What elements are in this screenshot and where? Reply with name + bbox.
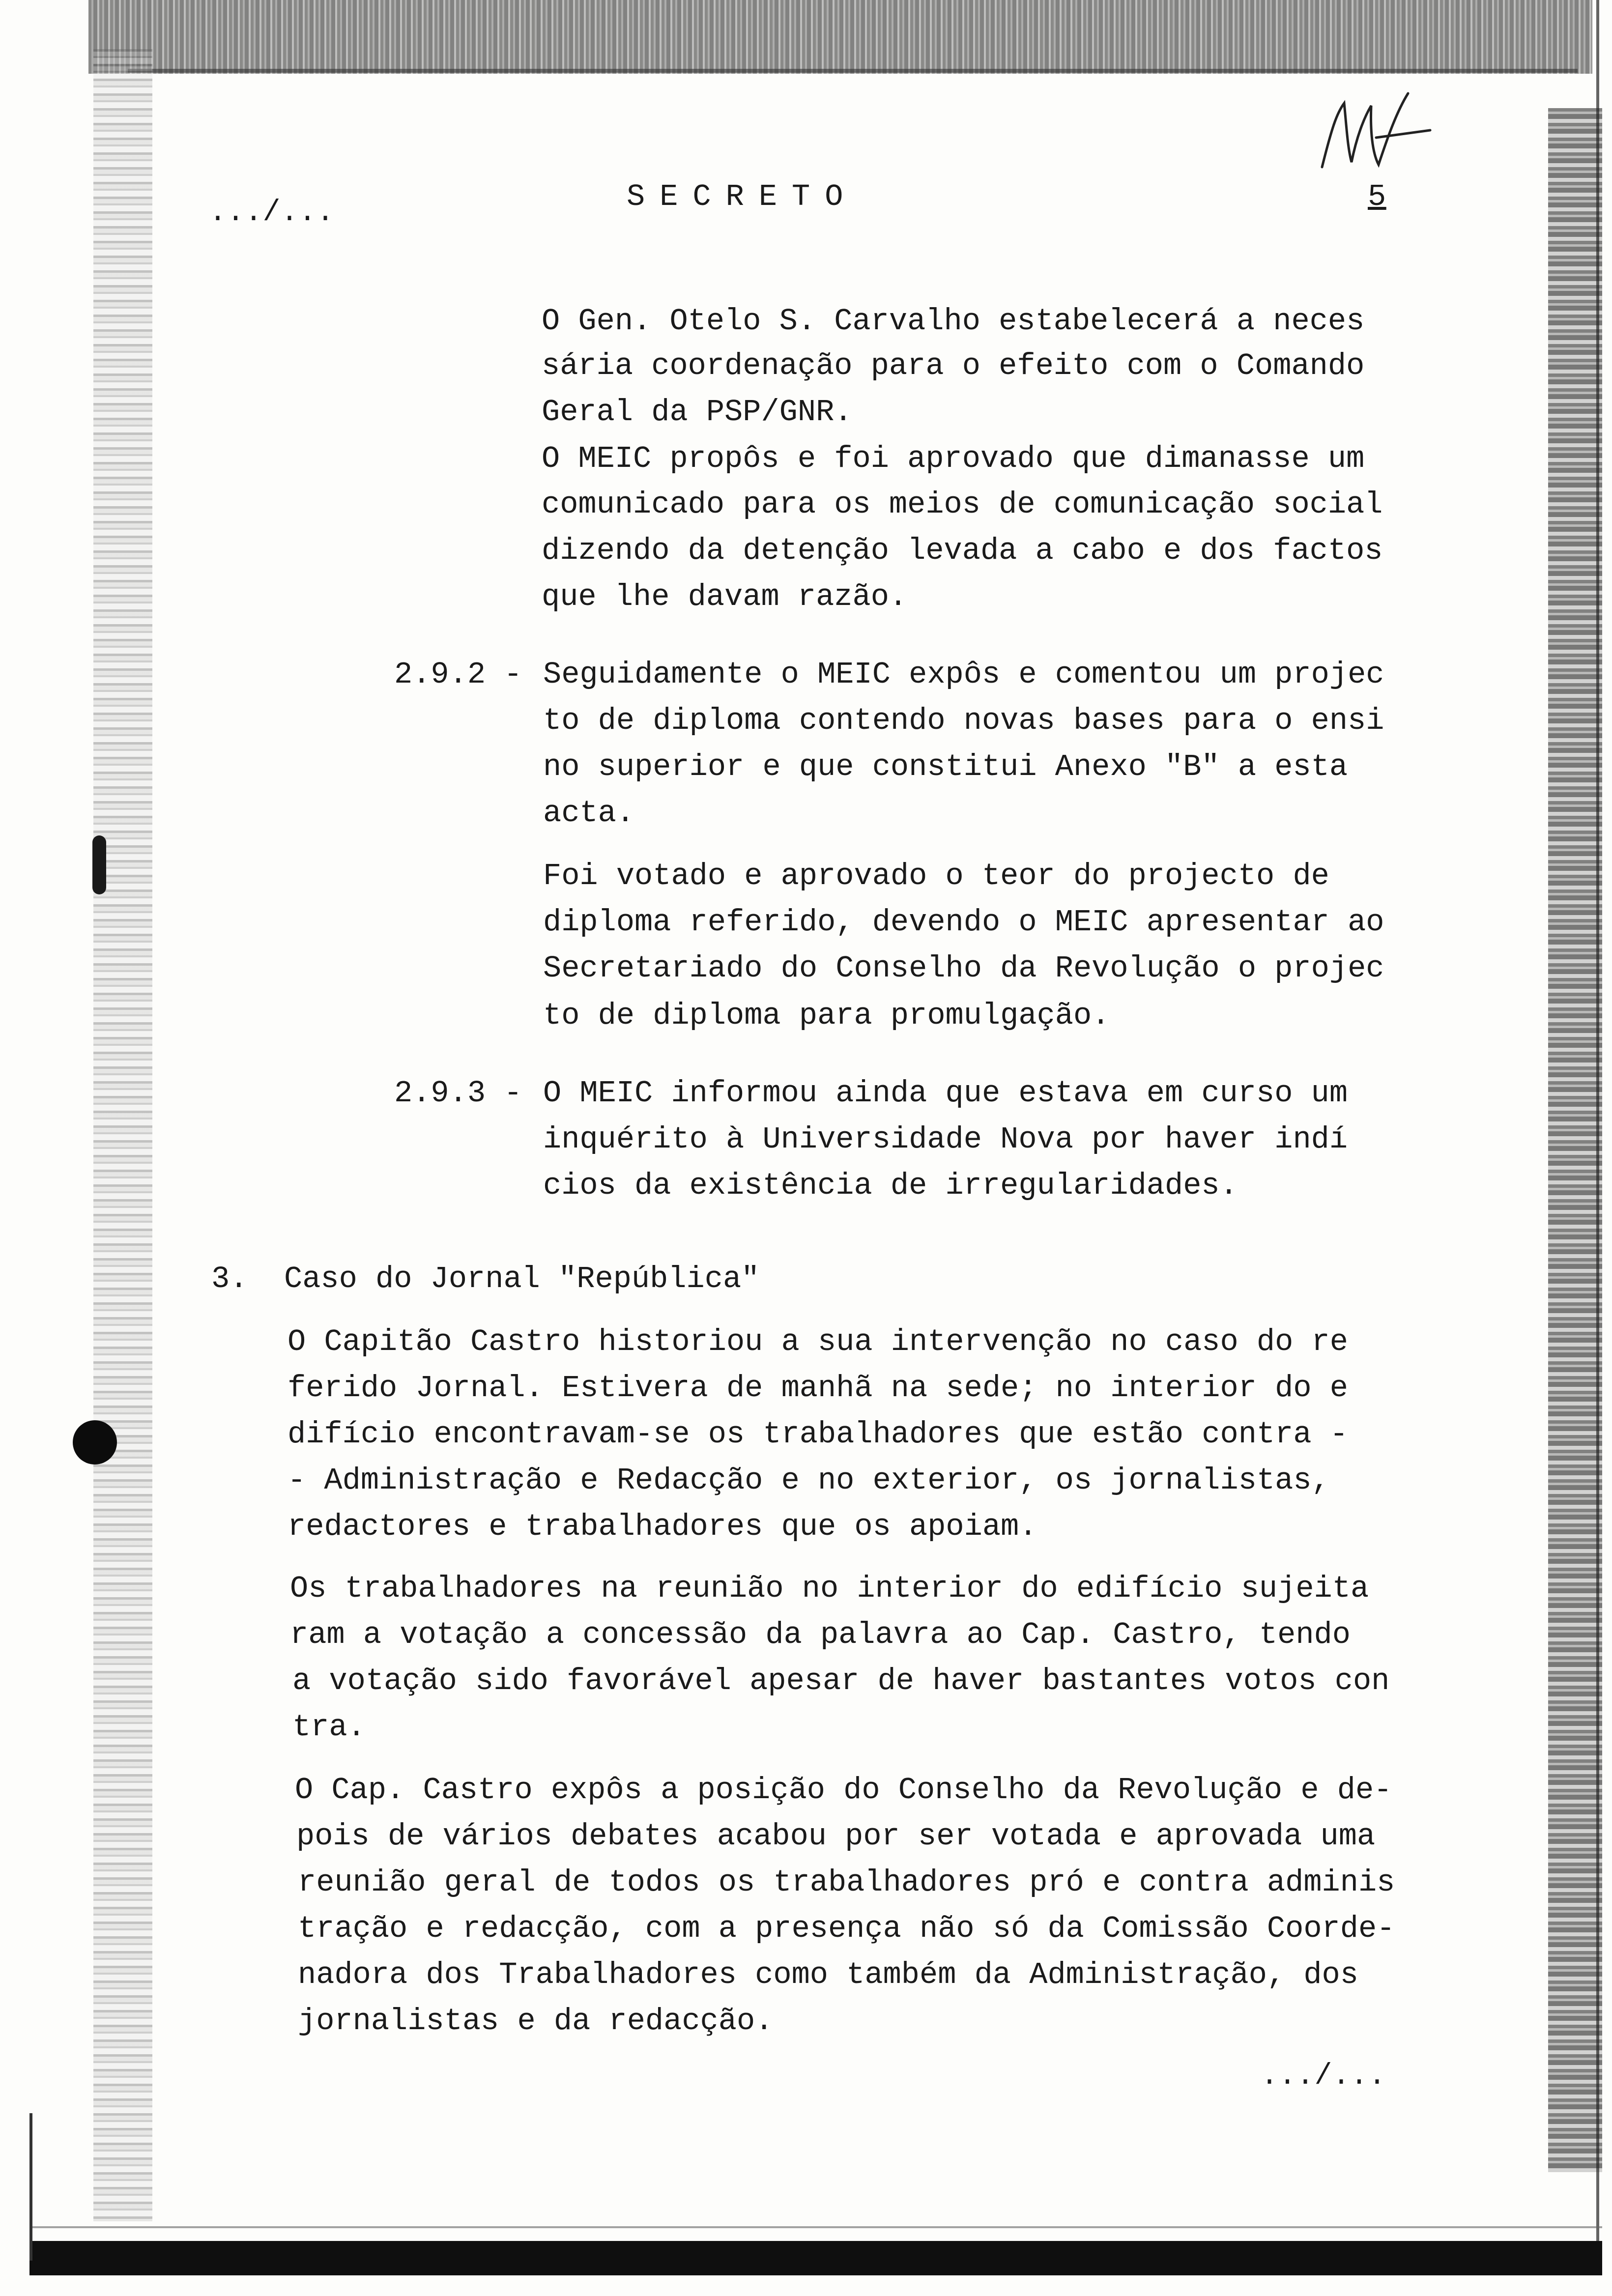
scan-border-top (88, 0, 1592, 74)
text-line: Foi votado e aprovado o teor do projecto de (543, 859, 1329, 893)
section-title: Caso do Jornal "República" (284, 1262, 760, 1296)
text-line: ferido Jornal. Estivera de manhã na sede; no interior do e (288, 1371, 1348, 1406)
text-line: O MEIC propôs e foi aprovado que dimanasse um (542, 441, 1365, 476)
text-line: Secretariado do Conselho da Revolução o projec (543, 951, 1384, 986)
classification-label: SECRETO (627, 179, 858, 214)
text-line: que lhe davam razão. (542, 579, 908, 614)
text-line: acta. (543, 796, 635, 831)
text-line: pois de vários debates acabou por ser votada e aprovada uma (296, 1819, 1376, 1854)
text-line: nadora dos Trabalhadores como também da Administração, dos (298, 1957, 1358, 1992)
scan-border-right (1548, 108, 1602, 2172)
text-line: to de diploma contendo novas bases para o ensi (543, 703, 1384, 738)
text-line: O MEIC informou ainda que estava em curso um (543, 1076, 1348, 1111)
scan-border-bottom-line (29, 2226, 1602, 2228)
text-line: Os trabalhadores na reunião no interior do edifício sujeita (290, 1571, 1369, 1606)
text-line: comunicado para os meios de comunicação social (542, 487, 1383, 522)
scan-border-right-line (1596, 0, 1599, 2261)
page-number: 5 (1368, 179, 1386, 214)
scan-border-top-line (128, 69, 1578, 73)
text-line: to de diploma para promulgação. (543, 998, 1110, 1033)
text-line: cios da existência de irregularidades. (543, 1168, 1238, 1203)
scan-border-bottom (29, 2241, 1602, 2275)
footer-continuation: .../... (1261, 2060, 1386, 2093)
punch-hole-mark (92, 835, 106, 894)
scan-border-left-edge (29, 2113, 32, 2261)
text-line: sária coordenação para o efeito com o Comando (542, 348, 1365, 383)
text-line: tra. (292, 1710, 366, 1745)
text-line: no superior e que constitui Anexo "B" a esta (543, 749, 1348, 784)
text-line: diploma referido, devendo o MEIC apresentar ao (543, 905, 1384, 940)
scan-border-left (93, 49, 152, 2221)
handwritten-initials (1317, 84, 1435, 182)
punch-hole (73, 1420, 117, 1464)
text-line: Geral da PSP/GNR. (542, 395, 853, 430)
text-line: redactores e trabalhadores que os apoiam. (288, 1509, 1037, 1544)
text-line: Seguidamente o MEIC expôs e comentou um projec (543, 657, 1384, 692)
text-line: dizendo da detenção levada a cabo e dos factos (542, 533, 1383, 568)
text-line: difício encontravam-se os trabalhadores que estão contra - (288, 1417, 1348, 1452)
text-line: O Gen. Otelo S. Carvalho estabelecerá a neces (542, 304, 1365, 339)
text-line: O Cap. Castro expôs a posição do Conselho da Revolução e de- (295, 1773, 1392, 1808)
text-line: jornalistas e da redacção. (298, 2004, 774, 2038)
header-reference: .../... (209, 196, 335, 230)
text-line: ram a votação a concessão da palavra ao Cap. Castro, tendo (290, 1617, 1351, 1652)
text-line: tração e redacção, com a presença não só da Comissão Coorde- (298, 1911, 1395, 1946)
item-number: 2.9.2 - (394, 657, 522, 692)
section-number: 3. (211, 1262, 248, 1296)
text-line: - Administração e Redacção e no exterior, os jornalistas, (288, 1463, 1330, 1498)
text-line: reunião geral de todos os trabalhadores pró e contra adminis (298, 1865, 1395, 1900)
item-number: 2.9.3 - (394, 1076, 522, 1111)
text-line: O Capitão Castro historiou a sua intervenção no caso do re (288, 1324, 1348, 1359)
text-line: inquérito à Universidade Nova por haver indí (543, 1122, 1348, 1157)
text-line: a votação sido favorável apesar de haver bastantes votos con (292, 1664, 1390, 1698)
